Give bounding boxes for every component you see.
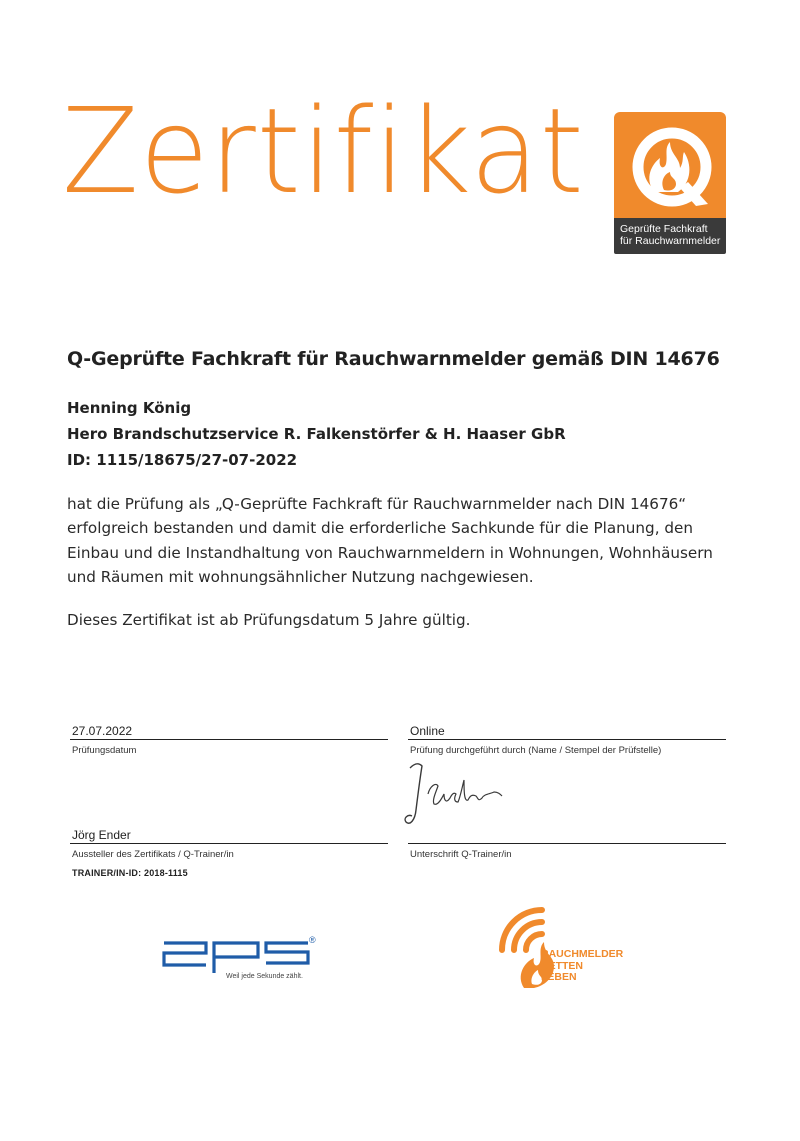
rrl-line-1: RAUCHMELDER	[541, 948, 624, 960]
rrl-line-3: LEBEN	[541, 971, 577, 983]
q-badge-logo	[614, 112, 726, 254]
qualification-heading: Q-Geprüfte Fachkraft für Rauchwarnmelder gemäß DIN 14676	[67, 348, 720, 370]
signature-caption: Unterschrift Q-Trainer/in	[410, 849, 512, 860]
handwritten-signature	[398, 758, 528, 830]
q-flame-icon	[614, 112, 726, 218]
certificate-body	[67, 492, 747, 590]
conducted-by-caption: Prüfung durchgeführt durch (Name / Stempel der Prüfstelle)	[410, 745, 662, 756]
badge-line-2: für Rauchwarnmelder	[620, 235, 721, 247]
eps-trademark: ®	[309, 935, 316, 945]
rrl-line-2: RETTEN	[541, 959, 583, 972]
exam-date-value: 27.07.2022	[72, 724, 133, 738]
badge-line-1: Geprüfte Fachkraft	[620, 223, 708, 235]
trainer-id: TRAINER/IN-ID: 2018-1115	[72, 868, 188, 878]
conducted-by-value: Online	[410, 724, 445, 738]
eps-tagline: Weil jede Sekunde zählt.	[226, 973, 303, 980]
body-line: Einbau und die Instandhaltung von Rauchwarnmeldern in Wohnungen, Wohnhäusern	[67, 543, 713, 562]
issuer-value: Jörg Ender	[72, 828, 131, 842]
validity-statement: Dieses Zertifikat ist ab Prüfungsdatum 5 Jahre gültig.	[67, 611, 471, 629]
conducted-by-rule	[408, 739, 726, 740]
exam-date-rule	[70, 739, 388, 740]
body-line: erfolgreich bestanden und damit die erforderliche Sachkunde für die Planung, den	[67, 519, 693, 538]
issuer-caption: Aussteller des Zertifikats / Q-Trainer/in	[72, 849, 234, 860]
rrl-wordmark	[541, 949, 623, 984]
certificate-id: ID: 1115/18675/27-07-2022	[67, 451, 298, 469]
issuer-rule	[70, 843, 388, 844]
body-line: und Räumen mit wohnungsähnlicher Nutzung nachgewiesen.	[67, 568, 534, 587]
certificate-title: Zertifikat	[62, 82, 585, 220]
exam-date-caption: Prüfungsdatum	[72, 745, 137, 756]
body-line: hat die Prüfung als „Q-Geprüfte Fachkraft für Rauchwarnmelder nach DIN 14676“	[67, 495, 687, 513]
signature-rule	[408, 843, 726, 844]
q-badge-label	[614, 218, 726, 254]
holder-company: Hero Brandschutzservice R. Falkenstörfer & H. Haaser GbR	[67, 425, 566, 443]
eps-wordmark	[162, 933, 322, 973]
holder-name: Henning König	[67, 399, 192, 417]
